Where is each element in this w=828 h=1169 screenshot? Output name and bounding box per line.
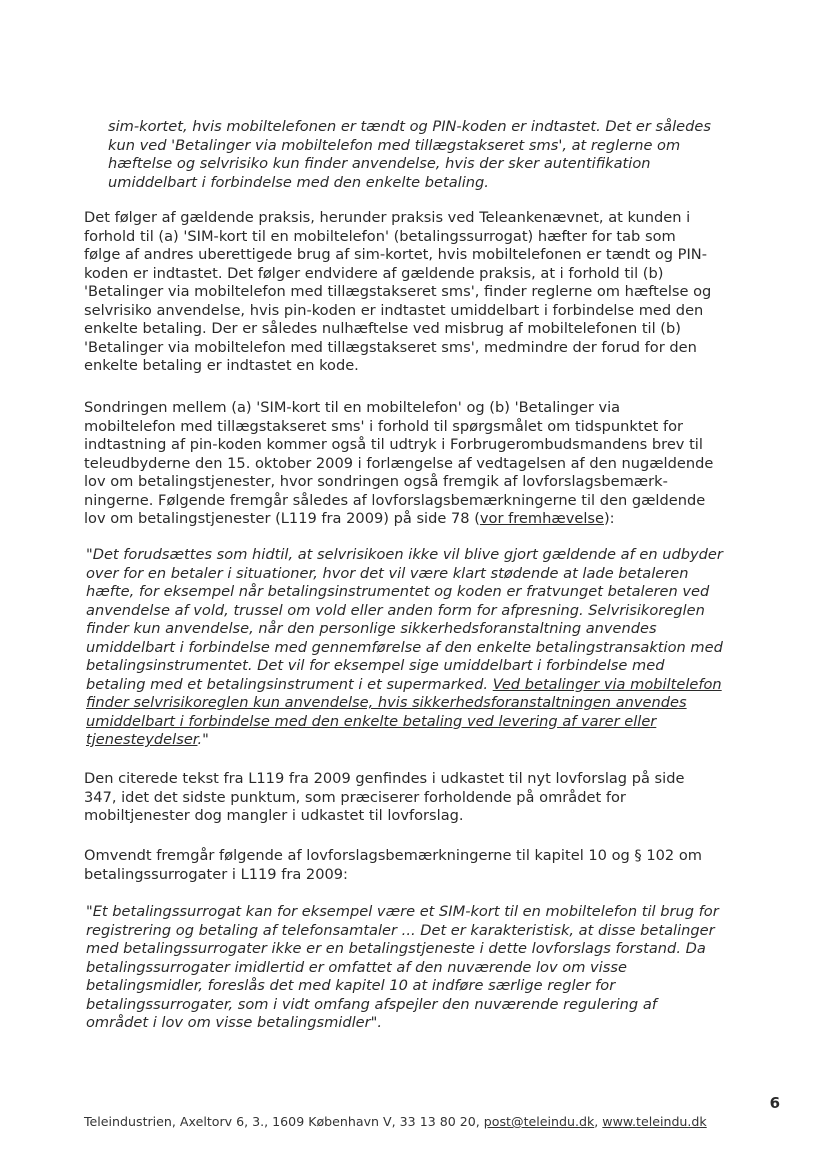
text-line: anvendelse af vold, trussel om vold eller anden form for afpresning. Selvrisikoreglen	[86, 601, 705, 619]
text-line: teleudbyderne den 15. oktober 2009 i forlængelse af vedtagelsen af den nugældende	[84, 454, 714, 472]
text-line: selvrisiko anvendelse, hvis pin-koden er indtastet umiddelbart i forbindelse med den	[84, 301, 704, 319]
text-line: kun ved 'Betalinger via mobiltelefon med tillægstakseret sms', at reglerne om	[108, 136, 681, 154]
footer-address: Teleindustrien, Axeltorv 6, 3., 1609 København V, 33 13 80 20,	[84, 1114, 484, 1129]
text-line: umiddelbart i forbindelse med gennemførelse af den enkelte betalingstransaktion med	[86, 638, 723, 656]
text-line: sim-kortet, hvis mobiltelefonen er tændt og PIN-koden er indtastet. Det er således	[108, 118, 711, 135]
text-line: Det følger af gældende praksis, herunder praksis ved Teleankenævnet, at kunden i	[84, 209, 691, 226]
text-line: med betalingssurrogater ikke er en betalingstjeneste i dette lovforslags forstand. Da	[86, 940, 706, 957]
text-line: Sondringen mellem (a) 'SIM-kort til en mobiltelefon' og (b) 'Betalinger via	[84, 399, 621, 416]
paragraph-2	[84, 399, 764, 529]
text-line	[84, 510, 764, 529]
footer	[84, 1114, 707, 1129]
text-line: hæftelse og selvrisiko kun finder anvendelse, hvis der sker autentifikation	[108, 155, 651, 172]
text-line: mobiltelefon med tillægstakseret sms' i forhold til spørgsmålet om tidspunktet for	[84, 417, 684, 435]
paragraph-3	[84, 770, 764, 826]
underlined-text: tjenesteydelser	[86, 731, 198, 748]
text-line: registrering og betaling af telefonsamtaler ... Det er karakteristisk, at disse betalinger	[86, 921, 715, 939]
text-line: lov om betalingstjenester, hvor sondringen også fremgik af lovforslagsbemærk-	[84, 473, 668, 490]
text-line: mobiltjenester dog mangler i udkastet til lovforslag.	[84, 807, 464, 824]
text-line: finder kun anvendelse, når den personlige sikkerhedsforanstaltning anvendes	[86, 620, 657, 637]
quote-block-top	[108, 118, 758, 192]
text-line: enkelte betaling. Der er således nulhæftelse ved misbrug af mobiltelefonen til (b)	[84, 320, 681, 337]
underlined-line: umiddelbart i forbindelse med den enkelte betaling ved levering af varer eller	[86, 712, 657, 730]
quote-block-3	[86, 903, 766, 1033]
text-line: betalingssurrogater imidlertid er omfattet af den nuværende lov om visse	[86, 958, 627, 976]
text-span: lov om betalingstjenester (L119 fra 2009) på side 78 (	[84, 510, 480, 527]
text-line: forhold til (a) 'SIM-kort til en mobiltelefon' (betalingssurrogat) hæfter for tab som	[84, 227, 676, 245]
text-line: ningerne. Følgende fremgår således af lovforslagsbemærkningerne til den gældende	[84, 491, 706, 509]
text-line: "Det forudsættes som hidtil, at selvrisikoen ikke vil blive gjort gældende af en udbyder	[86, 546, 723, 563]
text-line: 347, idet det sidste punktum, som præciserer forholdende på området for	[84, 788, 626, 806]
text-line: "Et betalingssurrogat kan for eksempel være et SIM-kort til en mobiltelefon til brug for	[86, 903, 719, 920]
text-line: følge af andres uberettigede brug af sim-kortet, hvis mobiltelefonen er tændt og PIN-	[84, 246, 707, 263]
text-line: over for en betaler i situationer, hvor det vil være klart stødende at lade betaleren	[86, 564, 689, 582]
text-line: betalingssurrogater i L119 fra 2009:	[84, 865, 348, 883]
text-span: betaling med et betalingsinstrument i et supermarked.	[86, 675, 493, 693]
text-span: ):	[603, 510, 615, 527]
text-line	[86, 731, 766, 750]
text-line: området i lov om visse betalingsmidler".	[86, 1014, 382, 1031]
text-line: indtastning af pin-koden kommer også til udtryk i Forbrugerombudsmandens brev til	[84, 436, 703, 453]
footer-email-link[interactable]: post@teleindu.dk	[483, 1114, 595, 1129]
text-line: hæfte, for eksempel når betalingsinstrumentet og koden er fratvunget betaleren ved	[86, 583, 710, 600]
text-line: betalingsinstrumentet. Det vil for eksempel sige umiddelbart i forbindelse med	[86, 657, 665, 674]
page-number: 6	[769, 1094, 780, 1112]
text-line: enkelte betaling er indtastet en kode.	[84, 357, 359, 374]
text-line	[86, 676, 766, 695]
underlined-line: finder selvrisikoreglen kun anvendelse, hvis sikkerhedsforanstaltningen anvendes	[86, 694, 687, 711]
footer-separator: ,	[594, 1114, 603, 1129]
paragraph-4	[84, 847, 764, 884]
text-line: Omvendt fremgår følgende af lovforslagsbemærkningerne til kapitel 10 og § 102 om	[84, 847, 702, 864]
underlined-text: Ved betalinger via mobiltelefon	[492, 675, 722, 693]
text-line: 'Betalinger via mobiltelefon med tillægstakseret sms', finder reglerne om hæftelse og	[84, 283, 712, 300]
text-line: betalingssurrogater, som i vidt omfang afspejler den nuværende regulering af	[86, 995, 657, 1013]
text-line: umiddelbart i forbindelse med den enkelte betaling.	[108, 173, 489, 191]
emphasis-note: vor fremhævelse	[479, 510, 604, 527]
footer-website-link[interactable]: www.teleindu.dk	[602, 1114, 707, 1129]
text-span: ."	[197, 731, 209, 748]
text-line: Den citerede tekst fra L119 fra 2009 genfindes i udkastet til nyt lovforslag på side	[84, 770, 685, 787]
quote-block-2	[86, 546, 766, 750]
text-line: betalingsmidler, foreslås det med kapitel 10 at indføre særlige regler for	[86, 977, 616, 994]
text-line: koden er indtastet. Det følger endvidere af gældende praksis, at i forhold til (b)	[84, 264, 664, 282]
paragraph-1	[84, 209, 764, 376]
text-line: 'Betalinger via mobiltelefon med tillægstakseret sms', medmindre der forud for den	[84, 338, 697, 356]
